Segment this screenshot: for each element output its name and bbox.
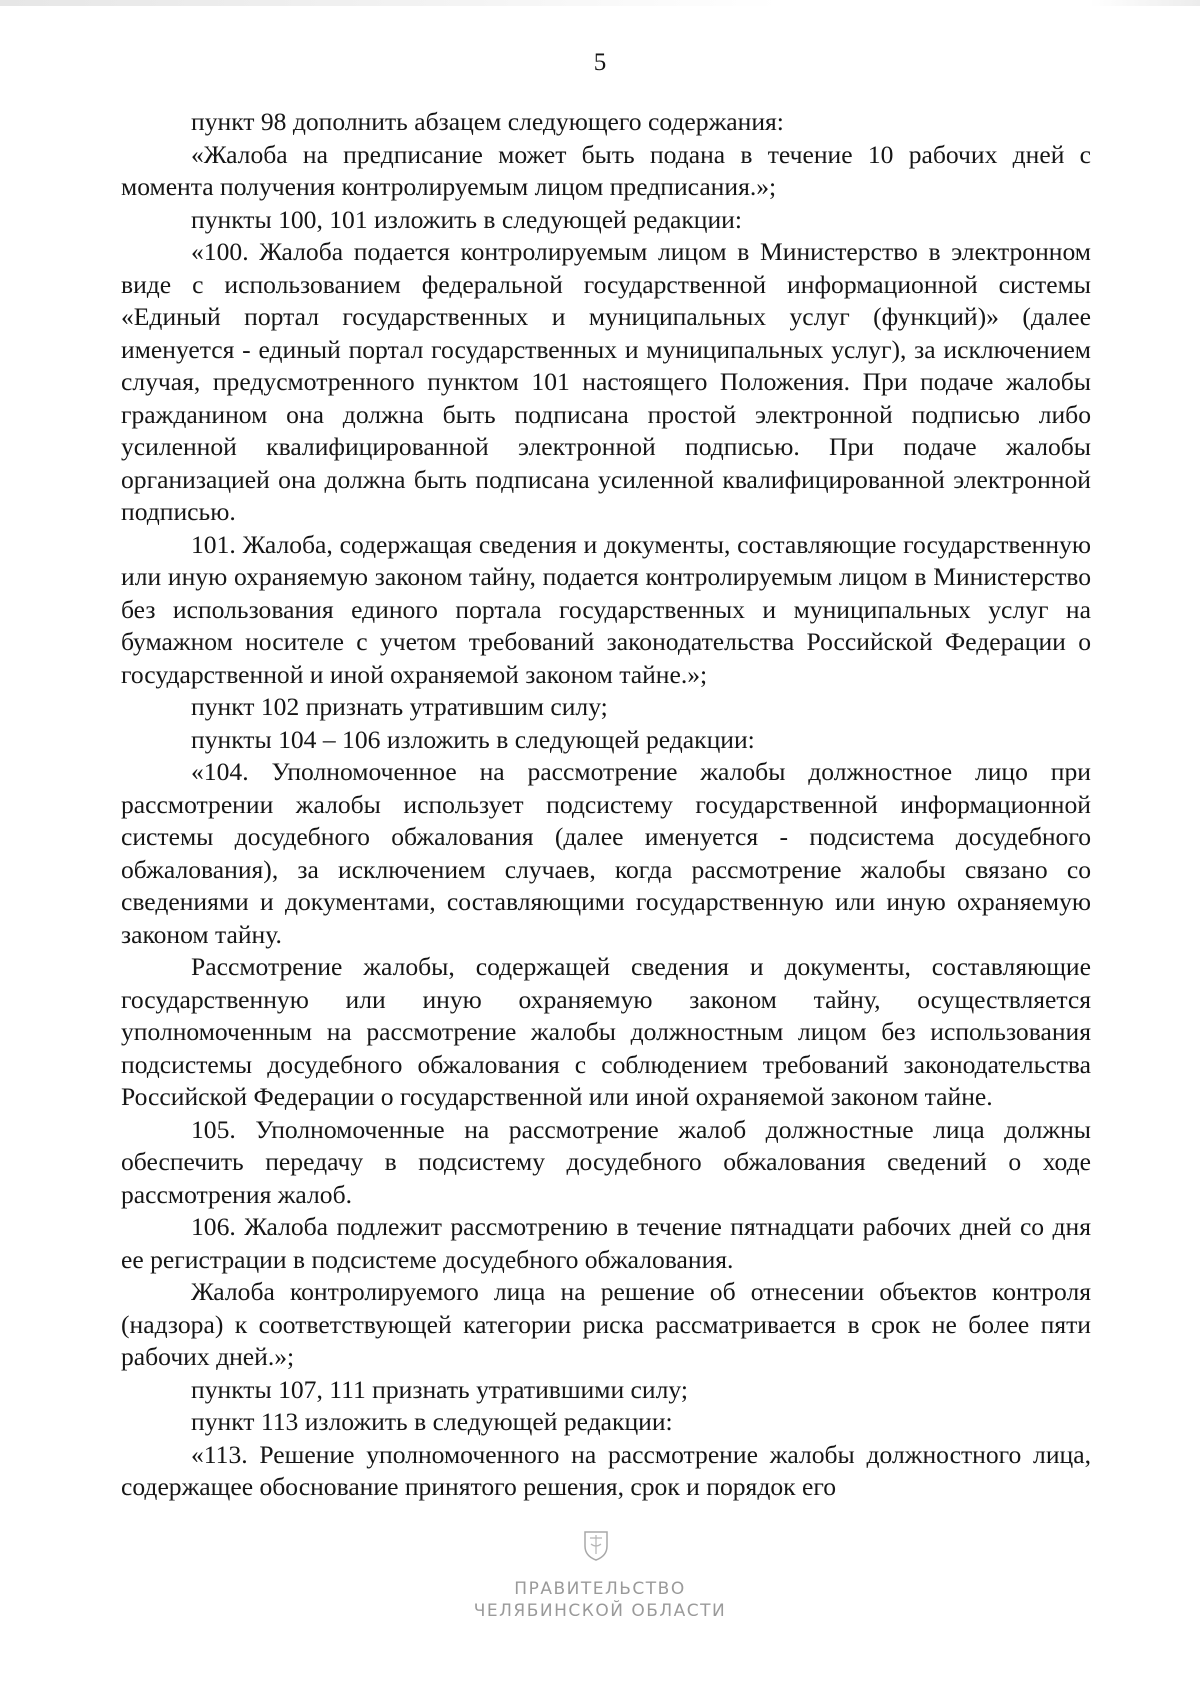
coat-of-arms-icon	[582, 1528, 610, 1562]
paragraph: 101. Жалоба, содержащая сведения и документы, составляющие государственную или иную охраняемую законом тайну, подается контролируемым лицом в Министерство без использования единого портала государственных и муниципальных услуг на бумажном носителе с учетом требований законодательства Российской Федерации о государственной и иной охраняемой законом тайне.»;	[121, 529, 1091, 689]
paragraph: пункты 100, 101 изложить в следующей редакции:	[191, 204, 742, 234]
paragraph: «100. Жалоба подается контролируемым лицом в Министерство в электронном виде с использованием федеральной государственной информационной системы «Единый портал государственных и муниципальных услуг (функций)» (далее именуется - единый портал государственных и муниципальных услуг), за исключением случая, предусмотренного пунктом 101 настоящего Положения. При подаче жалобы гражданином она должна быть подписана простой электронной подписью либо усиленной квалифицированной электронной подписью. При подаче жалобы организацией она должна быть подписана усиленной квалифицированной электронной подписью.	[121, 237, 1091, 526]
document-body	[121, 106, 1091, 1504]
paragraph: «104. Уполномоченное на рассмотрение жалобы должностное лицо при рассмотрении жалобы использует подсистему государственной информационной системы досудебного обжалования (далее именуется - подсистема досудебного обжалования), за исключением случаев, когда рассмотрение жалобы связано со сведениями и документами, составляющими государственную или иную охраняемую законом тайну.	[121, 757, 1091, 949]
stamp-line-region: ЧЕЛЯБИНСКОЙ ОБЛАСТИ	[473, 1601, 727, 1621]
scan-edge-shadow-right	[1090, 0, 1200, 6]
paragraph: Жалоба контролируемого лица на решение об отнесении объектов контроля (надзора) к соответствующей категории риска рассматривается в срок не более пяти рабочих дней.»;	[121, 1277, 1091, 1371]
paragraph: «113. Решение уполномоченного на рассмотрение жалобы должностного лица, содержащее обоснование принятого решения, срок и порядок его	[121, 1439, 1091, 1501]
paragraph: 106. Жалоба подлежит рассмотрению в течение пятнадцати рабочих дней со дня ее регистрации в подсистеме досудебного обжалования.	[121, 1212, 1091, 1274]
paragraph: «Жалоба на предписание может быть подана в течение 10 рабочих дней с момента получения контролируемым лицом предписания.»;	[121, 139, 1091, 201]
stamp-line-government: ПРАВИТЕЛЬСТВО	[514, 1579, 686, 1599]
paragraph: 105. Уполномоченные на рассмотрение жалоб должностные лица должны обеспечить передачу в подсистему досудебного обжалования сведений о ходе рассмотрения жалоб.	[121, 1114, 1091, 1209]
government-stamp	[0, 1578, 1200, 1622]
paragraph: пункт 113 изложить в следующей редакции:	[191, 1407, 673, 1436]
paragraph: пункты 104 – 106 изложить в следующей редакции:	[191, 724, 755, 754]
paragraph: пункты 107, 111 признать утратившими силу;	[191, 1374, 688, 1404]
paragraph: пункт 98 дополнить абзацем следующего содержания:	[191, 107, 784, 136]
scan-edge-shadow	[0, 0, 780, 6]
paragraph: Рассмотрение жалобы, содержащей сведения и документы, составляющие государственную или иную охраняемую законом тайну, осуществляется уполномоченным на рассмотрение жалобы должностным лицом без использования подсистемы досудебного обжалования с соблюдением требований законодательства Российской Федерации о государственной или иной охраняемой законом тайне.	[121, 952, 1091, 1111]
page-number: 5	[593, 49, 607, 76]
paragraph: пункт 102 признать утратившим силу;	[191, 692, 608, 721]
